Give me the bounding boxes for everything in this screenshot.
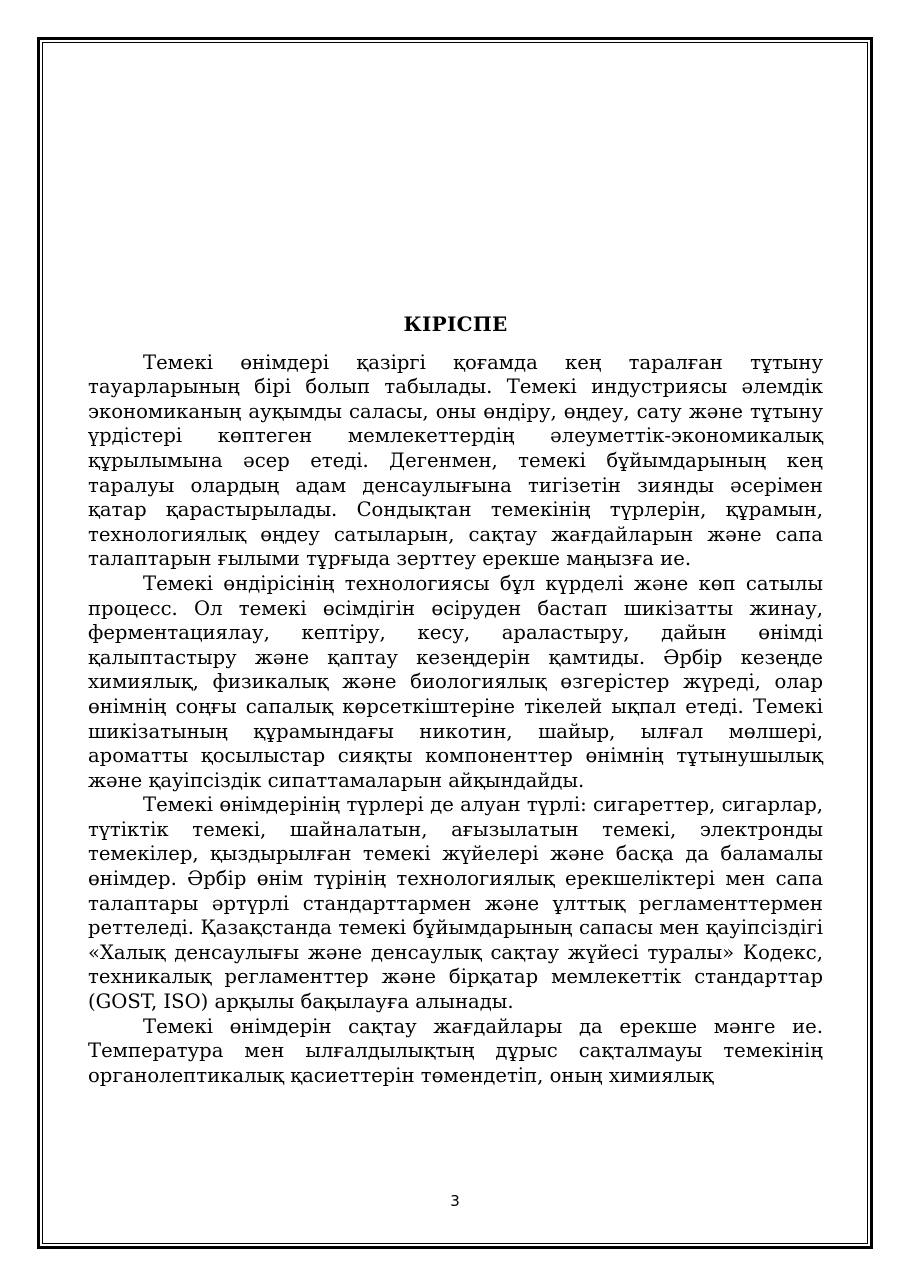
page-number: 3 [450,1192,460,1210]
paragraph-2: Темекі өндірісінің технологиясы бұл күрделі және көп сатылы процесс. Ол темекі өсімдігін өсіруден бастап шикізатты жинау, ферментациялау, кептіру, кесу, араластыру, дайын өнімді қалыптастыру және қаптау кезеңдерін қамтиды. Әрбір кезеңде химиялық, физикалық және биологиялық өзгерістер жүреді, олар өнімнің соңғы сапалық көрсеткіштеріне тікелей ықпал етеді. Темекі шикізатының құрамындағы никотин, шайыр, ылғал мөлшері, ароматты қосылыстар сияқты компоненттер өнімнің тұтынушылық және қауіпсіздік сипаттамаларын айқындайды. [88,571,823,792]
document-body [88,308,823,1088]
section-heading: КІРІСПЕ [403,312,508,336]
paragraph-4: Темекі өнімдерін сақтау жағдайлары да ерекше мәнге ие. Температура мен ылғалдылықтың дұрыс сақталмауы темекінің органолептикалық қасиеттерін төмендетіп, оның химиялық [88,1014,823,1087]
paragraph-3: Темекі өнімдерінің түрлері де алуан түрлі: сигареттер, сигарлар, түтіктік темекі, шайналатын, ағызылатын темекі, электронды темекілер, қыздырылған темекі жүйелері және басқа да баламалы өнімдер. Әрбір өнім түрінің технологиялық ерекшеліктері мен сапа талаптары әртүрлі стандарттармен және ұлттық регламенттермен реттеледі. Қазақстанда темекі бұйымдарының сапасы мен қауіпсіздігі «Халық денсаулығы және денсаулық сақтау жүйесі туралы» Кодекс, техникалық регламенттер және бірқатар мемлекеттік стандарттар (GOST, ISO) арқылы бақылауға алынады. [88,793,823,1014]
paragraph-1: Темекі өнімдері қазіргі қоғамда кең таралған тұтыну тауарларының бірі болып табылады. Темекі индустриясы әлемдік экономиканың ауқымды саласы, оны өндіру, өңдеу, сату және тұтыну үрдістері көптеген мемлекеттердің әлеуметтік-экономикалық құрылымына әсер етеді. Дегенмен, темекі бұйымдарының кең таралуы олардың адам денсаулығына тигізетін зиянды әсерімен қатар қарастырылады. Сондықтан темекінің түрлерін, құрамын, технологиялық өңдеу сатыларын, сақтау жағдайларын және сапа талаптарын ғылыми тұрғыда зерттеу ерекше маңызға ие. [88,350,823,571]
